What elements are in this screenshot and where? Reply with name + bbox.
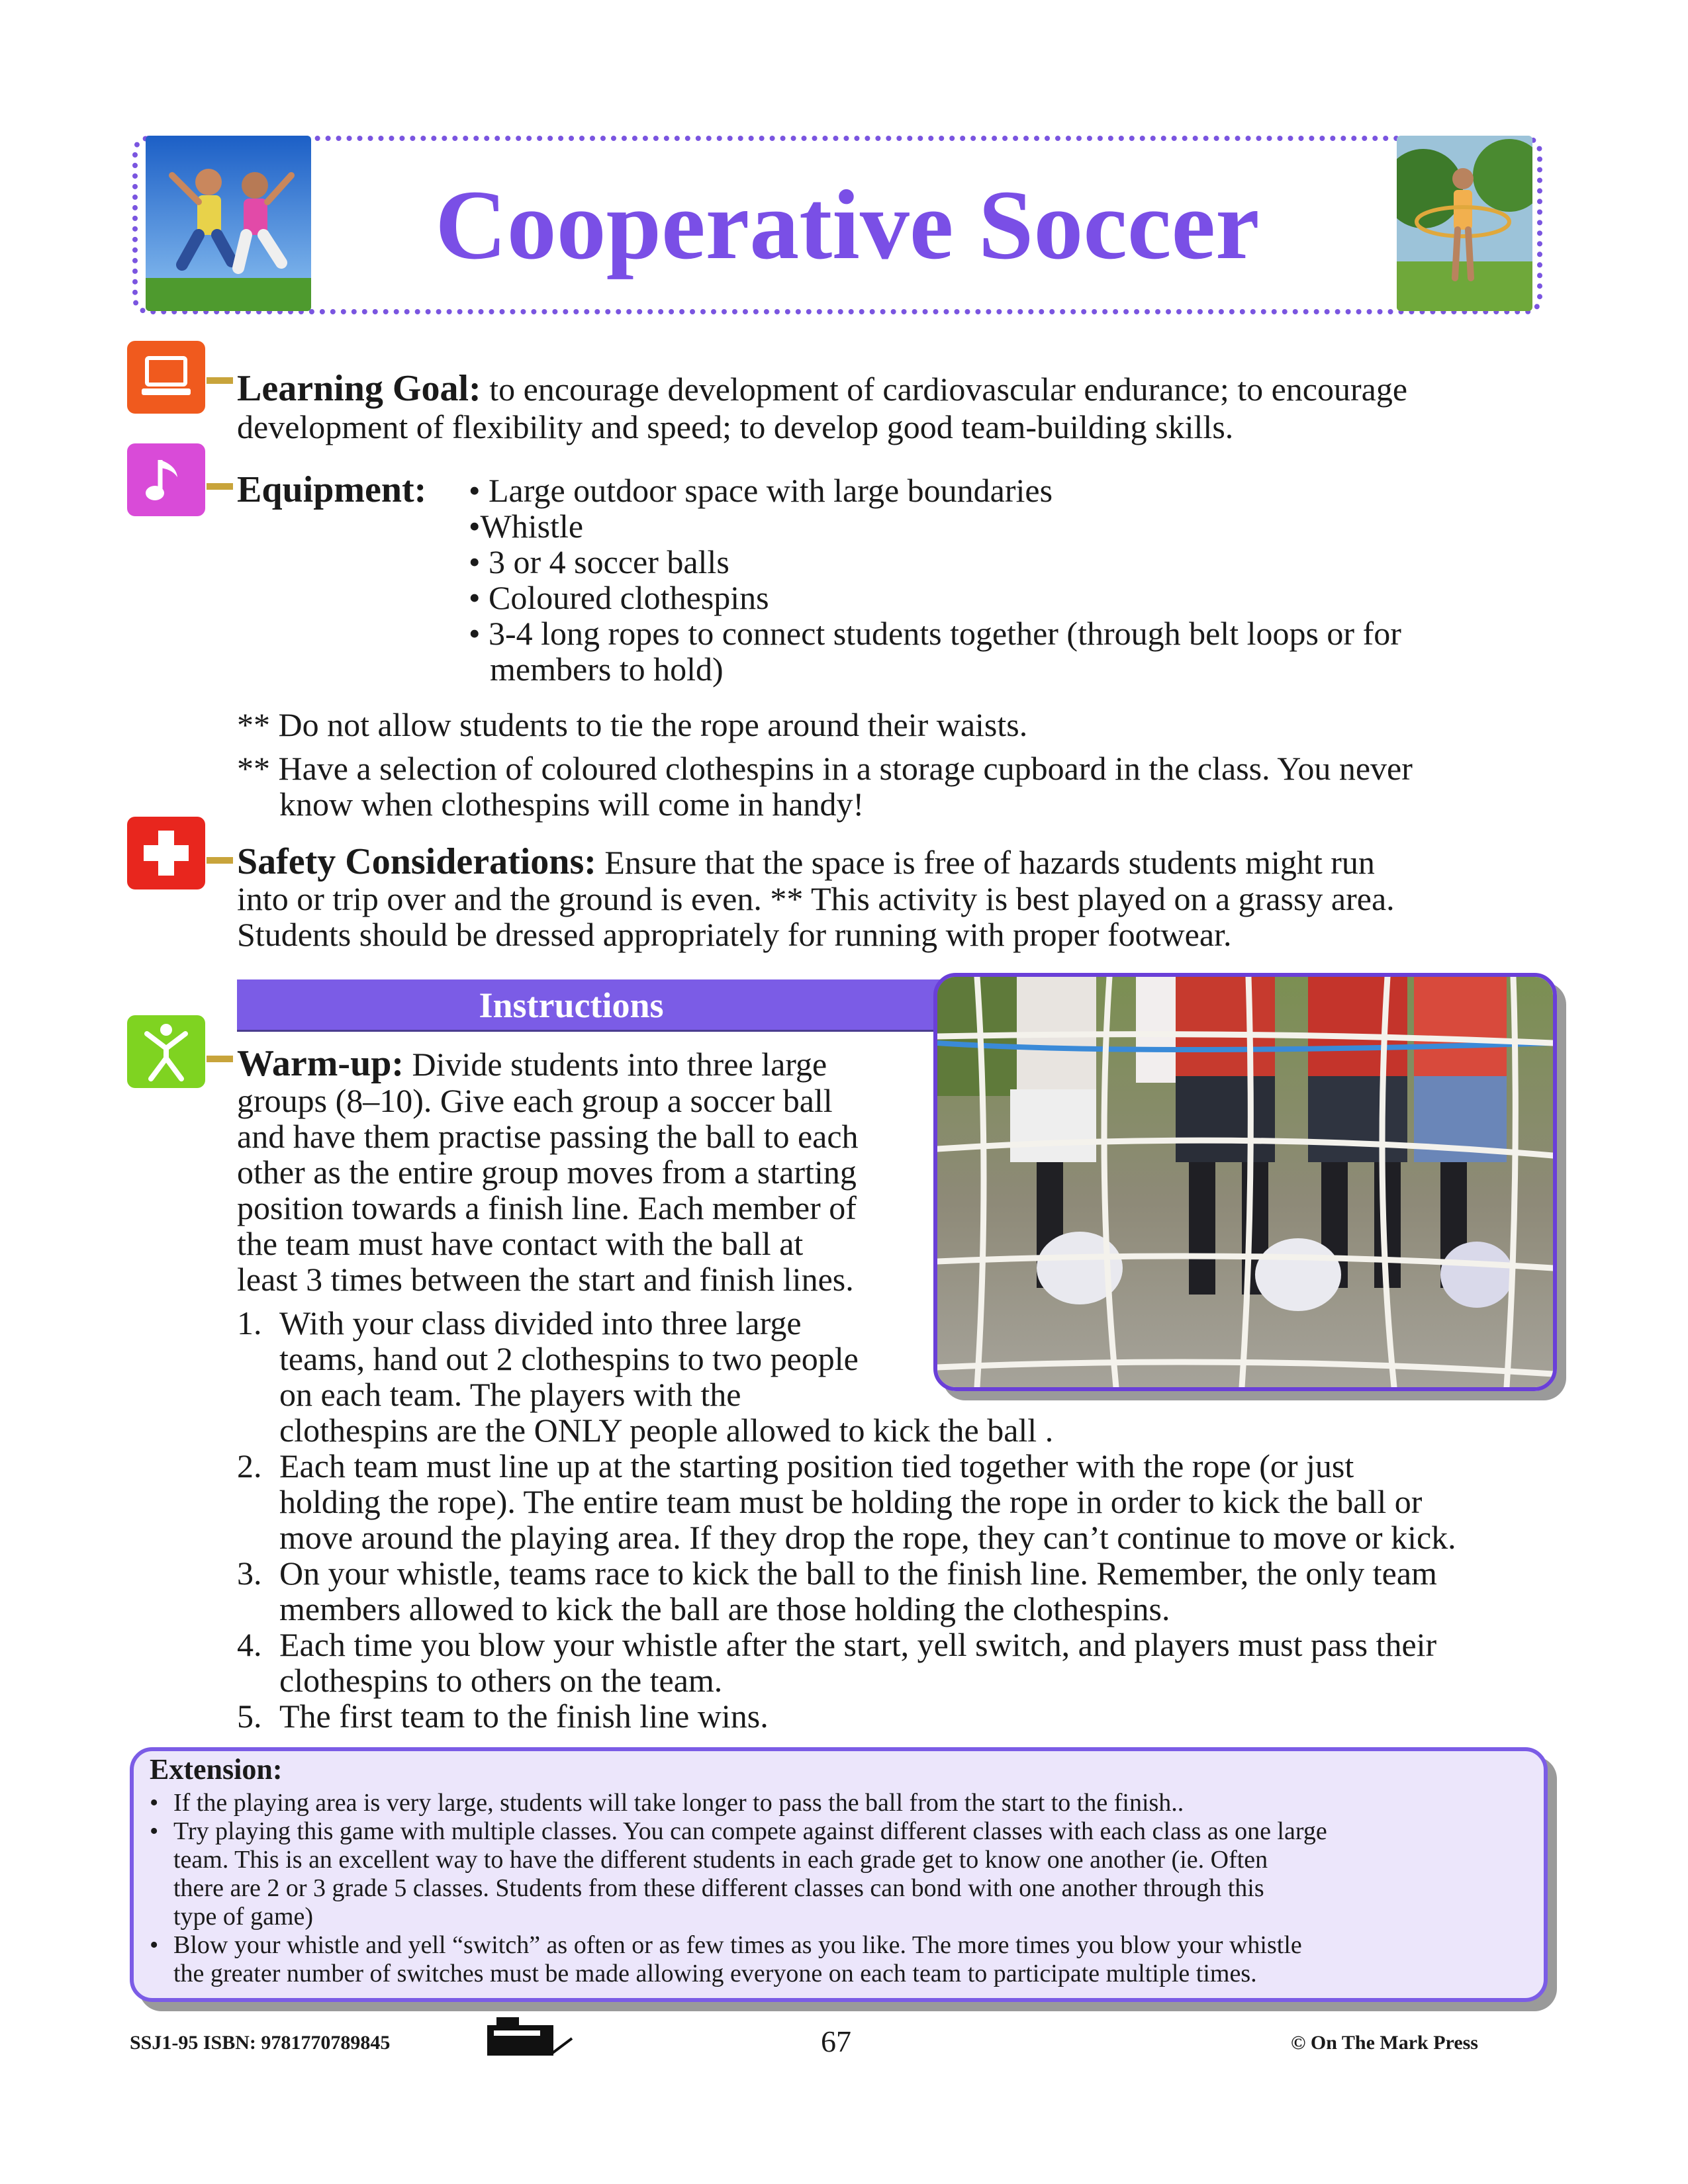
step-1-line-3: on each team. The players with the	[279, 1376, 741, 1413]
footer-copyright: © On The Mark Press	[1291, 2032, 1478, 2054]
computer-icon	[140, 354, 192, 400]
kids-jumping-photo	[146, 136, 311, 311]
extension-item-2-line-2: team. This is an excellent way to have the different students in each grade get to know one another (ie. Often	[173, 1846, 1268, 1874]
person-jumping-icon	[143, 1022, 189, 1081]
equipment-item-5: • 3-4 long ropes to connect students together (through belt loops or for	[469, 615, 1401, 652]
step-5-line-1: The first team to the finish line wins.	[279, 1698, 769, 1735]
step-3-line-1: On your whistle, teams race to kick the ball to the finish line. Remember, the only team	[279, 1555, 1437, 1592]
warmup-icon-box	[127, 1015, 205, 1088]
section-dash	[207, 857, 233, 864]
equipment-item-4: • Coloured clothespins	[469, 579, 769, 616]
warmup-text-2: groups (8–10). Give each group a soccer ball	[237, 1082, 833, 1119]
music-note-icon	[143, 453, 189, 506]
learning-goal-text-2: development of flexibility and speed; to develop good team-building skills.	[237, 408, 1234, 445]
learning-goal-text-1: to encourage development of cardiovascular endurance; to encourage	[489, 371, 1408, 408]
extension-title: Extension:	[150, 1753, 283, 1786]
equipment-icon-box	[127, 443, 205, 516]
instructions-underline	[237, 1030, 959, 1032]
step-2-number: 2.	[237, 1447, 262, 1484]
note-2-line-2: know when clothespins will come in handy!	[279, 786, 865, 823]
step-5-number: 5.	[237, 1698, 262, 1735]
equipment-item-5-cont: members to hold)	[490, 651, 724, 688]
extension-item-3-line-1: Blow your whistle and yell “switch” as often or as few times as you like. The more times you blow your whistle	[173, 1931, 1302, 1959]
note-2-line-1: ** Have a selection of coloured clothespins in a storage cupboard in the class. You never	[237, 750, 1413, 787]
equipment-label: Equipment:	[237, 469, 427, 510]
step-2-line-3: move around the playing area. If they drop the rope, they can’t continue to move or kick.	[279, 1519, 1456, 1556]
instructions-title: Instructions	[479, 985, 664, 1025]
safety-label: Safety Considerations:	[237, 841, 596, 882]
safety-text-1: Ensure that the space is free of hazards students might run	[604, 844, 1375, 881]
equipment-item-3: • 3 or 4 soccer balls	[469, 543, 729, 580]
warmup-text-1: Divide students into three large	[412, 1046, 827, 1083]
footer-isbn: SSJ1-95 ISBN: 9781770789845	[130, 2032, 391, 2054]
step-4-line-1: Each time you blow your whistle after the start, yell switch, and players must pass their	[279, 1626, 1437, 1663]
section-dash	[207, 1056, 233, 1062]
warmup-line-1	[237, 1043, 912, 1084]
extension-item-3-line-2: the greater number of switches must be made allowing everyone on each team to participate multiple times.	[173, 1960, 1257, 1987]
extension-bullet: •	[150, 1931, 159, 1959]
step-1-line-4: clothespins are the ONLY people allowed to kick the ball .	[279, 1412, 1054, 1449]
learning-goal-line-1	[237, 368, 1534, 409]
section-dash	[207, 377, 233, 384]
safety-text-2: into or trip over and the ground is even. ** This activity is best played on a grassy area.	[237, 880, 1395, 917]
extension-item-2-line-4: type of game)	[173, 1903, 314, 1931]
extension-item-2-line-1: Try playing this game with multiple classes. You can compete against different classes with each class as one large	[173, 1817, 1327, 1845]
equipment-item-2: •Whistle	[469, 508, 584, 545]
warmup-text-4: other as the entire group moves from a starting	[237, 1154, 857, 1191]
equipment-item-1: • Large outdoor space with large boundaries	[469, 472, 1053, 509]
step-1-number: 1.	[237, 1304, 262, 1342]
safety-icon-box	[127, 817, 205, 889]
safety-text-3: Students should be dressed appropriately for running with proper footwear.	[237, 916, 1232, 953]
first-aid-cross-icon	[140, 827, 193, 880]
note-1: ** Do not allow students to tie the rope around their waists.	[237, 706, 1028, 743]
step-4-line-2: clothespins to others on the team.	[279, 1662, 723, 1699]
warmup-text-6: the team must have contact with the ball at	[237, 1225, 804, 1262]
extension-item-2-line-3: there are 2 or 3 grade 5 classes. Students from these different classes can bond with one another through this	[173, 1874, 1264, 1902]
warmup-text-7: least 3 times between the start and finish lines.	[237, 1261, 854, 1298]
warmup-label: Warm-up:	[237, 1043, 404, 1084]
extension-bullet: •	[150, 1817, 159, 1845]
extension-item-1-line-1: If the playing area is very large, students will take longer to pass the ball from the start to the finish..	[173, 1789, 1184, 1817]
extension-bullet: •	[150, 1789, 159, 1817]
learning-goal-label: Learning Goal:	[237, 368, 481, 409]
soccer-net-photo	[933, 973, 1557, 1391]
page-number: 67	[821, 2025, 851, 2058]
section-dash	[207, 483, 233, 490]
warmup-text-5: position towards a finish line. Each member of	[237, 1189, 857, 1226]
step-2-line-2: holding the rope). The entire team must be holding the rope in order to kick the ball or	[279, 1483, 1423, 1520]
step-3-number: 3.	[237, 1555, 262, 1592]
step-1-line-1: With your class divided into three large	[279, 1304, 802, 1342]
projector-icon	[485, 2012, 574, 2068]
step-1-line-2: teams, hand out 2 clothespins to two people	[279, 1340, 859, 1377]
girl-hula-hoop-photo	[1397, 136, 1532, 311]
step-2-line-1: Each team must line up at the starting position tied together with the rope (or just	[279, 1447, 1354, 1484]
step-3-line-2: members allowed to kick the ball are those holding the clothespins.	[279, 1590, 1170, 1627]
step-4-number: 4.	[237, 1626, 262, 1663]
safety-line-1	[237, 841, 1548, 882]
warmup-text-3: and have them practise passing the ball to each	[237, 1118, 859, 1155]
learning-goal-icon-box	[127, 341, 205, 414]
page-title: Cooperative Soccer	[435, 170, 1260, 280]
